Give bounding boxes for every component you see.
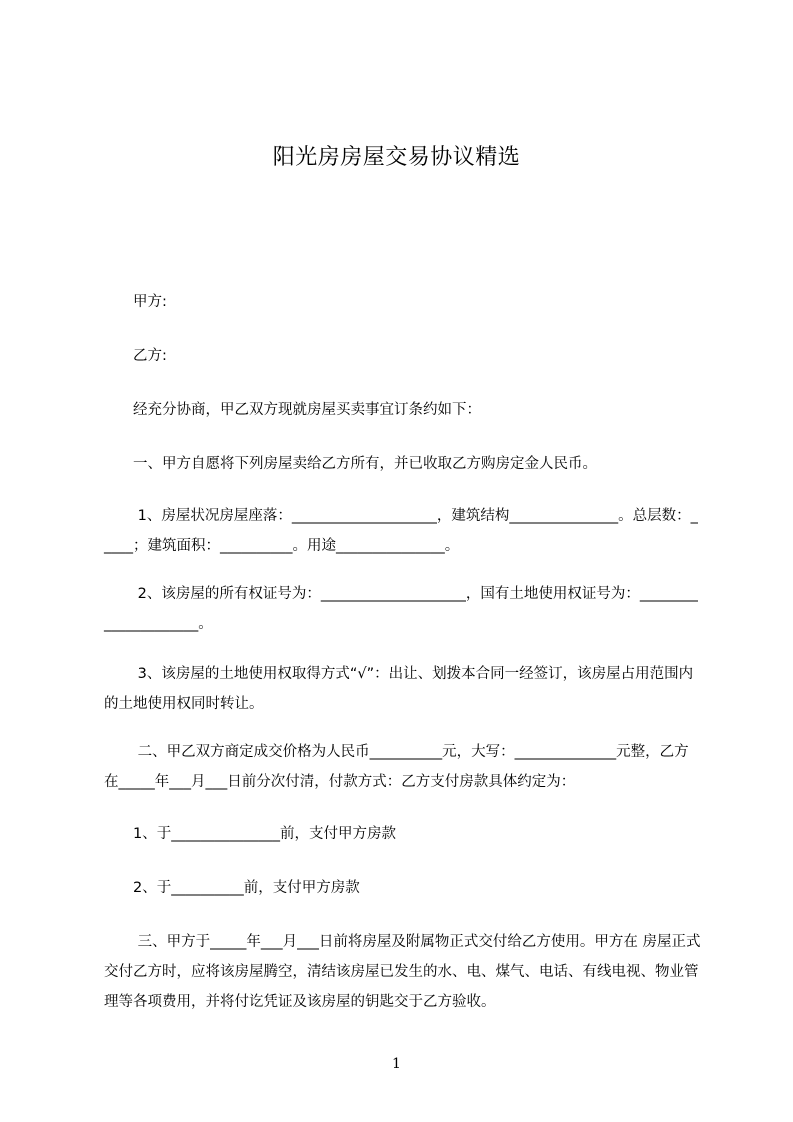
- clause-2-paragraph: 二、甲乙双方商定成交价格为人民币__________元，大写：______________元整，乙方在_____年___月___日前分次付清，付款方式：乙方支付房款具体约定为：: [104, 744, 689, 790]
- party-a-line: 甲方:: [104, 294, 167, 310]
- clause-3-paragraph: 三、甲方于_____年___月___日前将房屋及附属物正式交付给乙方使用。甲方在 房屋正式交付乙方时，应将该房屋腾空，清结该房屋已发生的水、电、煤气、电话、有线电视、物业管理等各项费用，并将付讫凭证及该房屋的钥匙交于乙方验收。: [104, 934, 701, 1010]
- clause-1-item-3: 3、该房屋的土地使用权取得方式“√”：出让、划拨本合同一经签订，该房屋占用范围内的土地使用权同时转让。: [104, 666, 694, 712]
- clause-2-item-1: 1、于_______________前，支付甲方房款: [104, 826, 396, 842]
- clause-1-item-2: 2、该房屋的所有权证号为：____________________，国有土地使用权证号为：_____________________。: [104, 586, 698, 632]
- party-b-line: 乙方:: [104, 348, 167, 364]
- intro-paragraph: 经充分协商，甲乙双方现就房屋买卖事宜订条约如下：: [104, 402, 481, 418]
- document-title: 阳光房房屋交易协议精选: [272, 145, 521, 170]
- page-number: 1: [392, 1056, 401, 1072]
- clause-1-paragraph: 一、甲方自愿将下列房屋卖给乙方所有，并已收取乙方购房定金人民币。: [104, 456, 597, 472]
- clause-2-item-2: 2、于__________前，支付甲方房款: [104, 880, 360, 896]
- clause-1-item-1: 1、房屋状况房屋座落：____________________，建筑结构_______________。总层数：_____；建筑面积：__________。用途_______________。: [104, 508, 698, 554]
